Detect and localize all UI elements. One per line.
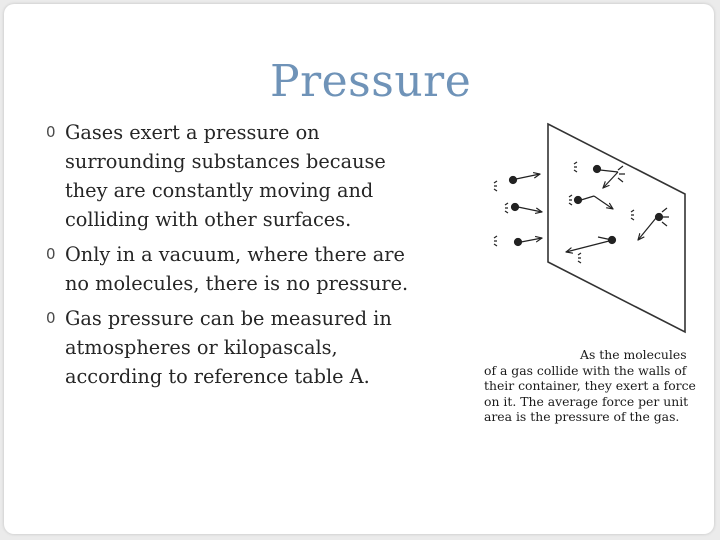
bullet-marker: 0: [46, 123, 56, 141]
bullet-text: Gas pressure can be measured in atmospheres or kilopascals, according to reference table A.: [65, 307, 392, 388]
caption-line: their container, they exert a force: [484, 378, 696, 393]
molecule: [505, 203, 542, 213]
caption-line: As the molecules: [580, 347, 687, 362]
bullet-item: [46, 118, 426, 234]
caption-line: on it. The average force per unit: [484, 393, 689, 409]
molecule: [569, 195, 613, 209]
caption-line: of a gas collide with the walls of: [484, 362, 687, 378]
bullet-item: [46, 240, 426, 298]
bullet-list: [46, 118, 426, 397]
bullet-marker: 0: [46, 245, 56, 263]
container-wall: [548, 124, 685, 332]
molecule: [494, 236, 542, 246]
slide: [4, 4, 714, 534]
molecule: [494, 174, 540, 191]
caption-line: area is the pressure of the gas.: [484, 409, 680, 424]
bullet-marker: 0: [46, 309, 56, 327]
figure-caption: [484, 347, 696, 425]
bullet-text: Gases exert a pressure on surrounding substances because they are constantly moving and colliding with other surfaces.: [65, 121, 386, 231]
molecule: [566, 237, 616, 264]
bullet-text: Only in a vacuum, where there are no molecules, there is no pressure.: [65, 243, 409, 295]
molecule: [574, 162, 625, 188]
bullet-item: [46, 304, 426, 391]
molecule: [631, 208, 669, 240]
slide-title: Pressure: [270, 56, 472, 107]
